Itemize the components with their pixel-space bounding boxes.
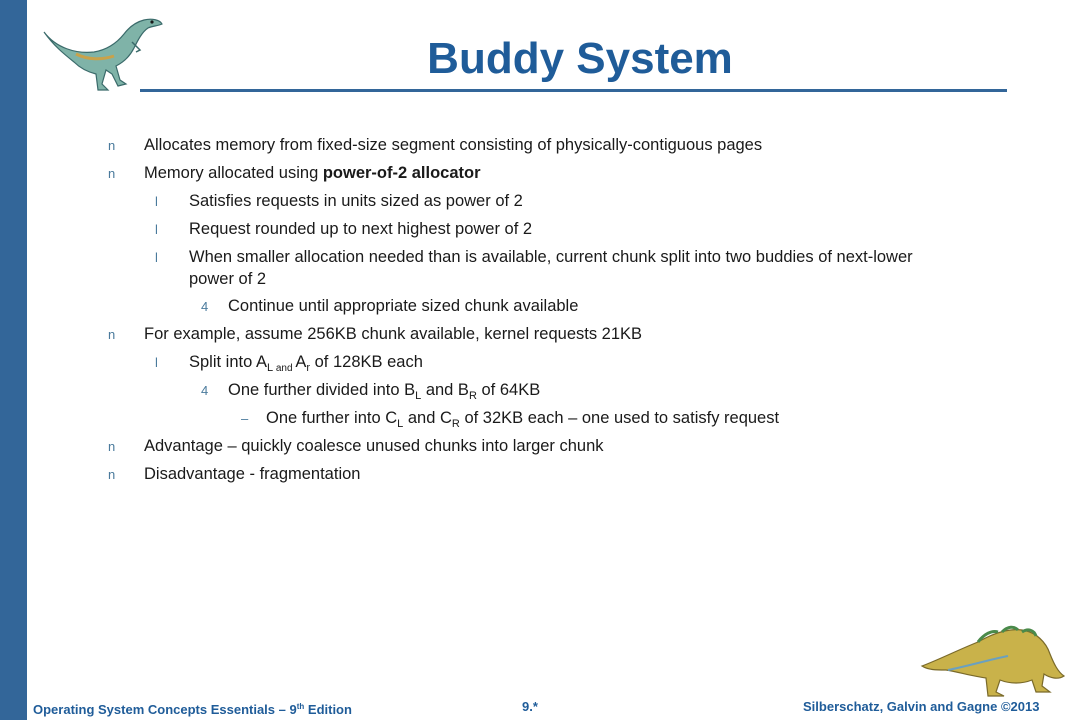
sub-bullet-text: Satisfies requests in units sized as power of 2 — [189, 192, 523, 210]
text-part: Split into A — [189, 353, 267, 371]
footer-authors: Silberschatz, Galvin and Gagne ©2013 — [803, 699, 1040, 714]
footer-superscript: th — [296, 702, 305, 711]
sub-bullet-text: When smaller allocation needed than is available, current chunk split into two buddies of next-lower — [189, 248, 913, 266]
footer-text: Operating System Concepts Essentials – 9 — [33, 702, 297, 717]
text-part: One further into C — [266, 409, 398, 427]
sub-sub-bullet-marker-icon: 4 — [201, 299, 209, 314]
bullet-marker-icon: n — [108, 138, 116, 153]
dinosaur-icon — [918, 620, 1068, 698]
subscript: R — [451, 418, 460, 430]
level4-bullet-text — [266, 408, 779, 434]
level4-bullet-marker-icon: – — [241, 411, 249, 426]
bullet-text: Disadvantage - fragmentation — [144, 465, 361, 483]
sub-bullet-text-cont: power of 2 — [189, 270, 267, 288]
text-part: of 32KB each – one used to satisfy request — [459, 409, 780, 427]
footer-text: Edition — [304, 702, 352, 717]
text-part: and C — [403, 409, 452, 427]
sub-bullet-text — [189, 352, 423, 379]
text-part: A — [295, 353, 307, 371]
subscript: L — [415, 390, 422, 402]
bullet-text-bold: power-of-2 allocator — [322, 164, 481, 182]
sub-sub-bullet-marker-icon: 4 — [201, 383, 209, 398]
subscript: L — [397, 418, 404, 430]
sub-bullet-marker-icon: l — [155, 222, 158, 237]
bullet-marker-icon: n — [108, 166, 116, 181]
sub-bullet-marker-icon: l — [155, 355, 158, 370]
text-part: of 128KB each — [310, 353, 423, 371]
subscript: L — [266, 362, 274, 374]
sub-bullet-marker-icon: l — [155, 194, 158, 209]
bullet-text: Allocates memory from fixed-size segment consisting of physically-contiguous pages — [144, 136, 763, 154]
subscript: R — [468, 390, 477, 402]
sub-sub-bullet-text: Continue until appropriate sized chunk available — [228, 297, 579, 315]
footer-book-title — [33, 698, 352, 719]
subscript: r — [306, 362, 311, 374]
bullet-text — [144, 163, 481, 183]
bullet-text: Advantage – quickly coalesce unused chunks into larger chunk — [144, 437, 604, 455]
bullet-marker-icon: n — [108, 439, 116, 454]
sub-sub-bullet-text — [228, 380, 540, 406]
slide-title: Buddy System — [427, 34, 733, 83]
text-part: of 64KB — [476, 381, 541, 399]
bullet-marker-icon: n — [108, 467, 116, 482]
footer-page-number: 9.* — [522, 699, 538, 714]
text-part: and B — [421, 381, 469, 399]
text-part: and — [273, 363, 296, 374]
sub-bullet-text: Request rounded up to next highest power of 2 — [189, 220, 533, 238]
sub-bullet-marker-icon: l — [155, 250, 158, 265]
bullet-text-part: Memory allocated using — [144, 164, 323, 182]
bullet-marker-icon: n — [108, 327, 116, 342]
text-part: One further divided into B — [228, 381, 416, 399]
bullet-text: For example, assume 256KB chunk available, kernel requests 21KB — [144, 325, 643, 343]
